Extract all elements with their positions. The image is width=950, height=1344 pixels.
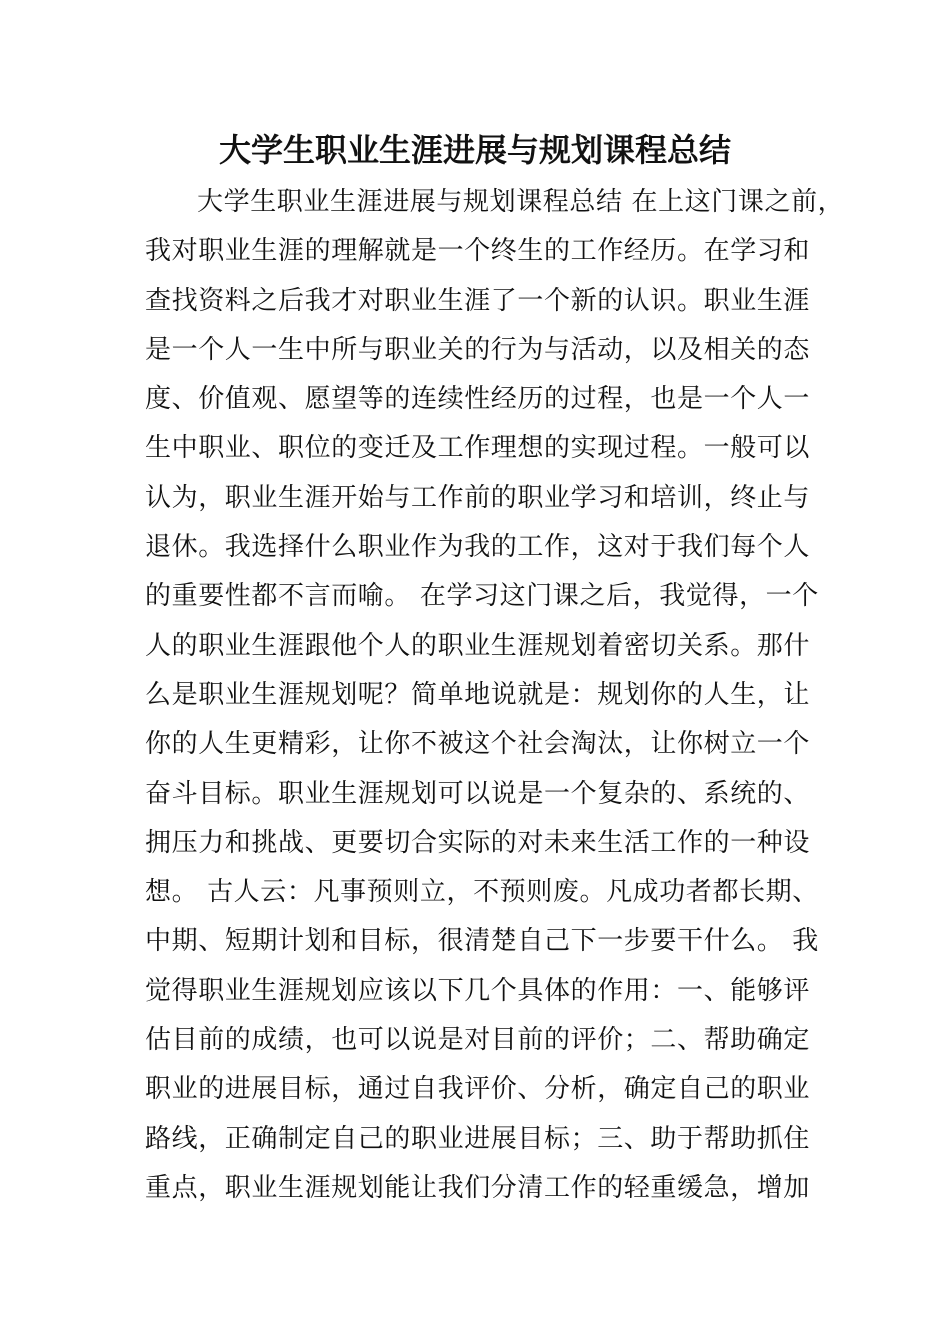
- body-line: 的重要性都不言而喻。 在学习这门课之后，我觉得，一个: [145, 581, 819, 612]
- body-line: 是一个人一生中所与职业关的行为与活动，以及相关的态: [145, 334, 811, 365]
- body-line: 觉得职业生涯规划应该以下几个具体的作用：一、能够评: [145, 975, 811, 1006]
- body-line: 生中职业、职位的变迁及工作理想的实现过程。一般可以: [145, 433, 811, 464]
- body-line: 重点，职业生涯规划能让我们分清工作的轻重缓急，增加: [145, 1172, 811, 1203]
- body-line: 我对职业生涯的理解就是一个终生的工作经历。在学习和: [145, 236, 811, 267]
- document-body: [145, 178, 845, 1213]
- body-line: 度、价值观、愿望等的连续性经历的过程，也是一个人一: [145, 384, 811, 415]
- body-line: 你的人生更精彩，让你不被这个社会淘汰，让你树立一个: [145, 729, 811, 760]
- body-line: 估目前的成绩，也可以说是对目前的评价；二、帮助确定: [145, 1025, 811, 1056]
- body-line: 人的职业生涯跟他个人的职业生涯规划着密切关系。那什: [145, 630, 811, 661]
- body-line: 退休。我选择什么职业作为我的工作，这对于我们每个人: [145, 532, 811, 563]
- body-line: 么是职业生涯规划呢？简单地说就是：规划你的人生，让: [145, 679, 811, 710]
- document-title: 大学生职业生涯进展与规划课程总结: [218, 131, 731, 169]
- body-line: 职业的进展目标，通过自我评价、分析，确定自己的职业: [145, 1074, 811, 1105]
- body-line: 认为，职业生涯开始与工作前的职业学习和培训，终止与: [145, 482, 811, 513]
- body-line: 中期、短期计划和目标，很清楚自己下一步要干什么。 我: [145, 926, 819, 957]
- body-line: 路线，正确制定自己的职业进展目标；三、助于帮助抓住: [145, 1123, 811, 1154]
- body-line: 拥压力和挑战、更要切合实际的对未来生活工作的一种设: [145, 827, 811, 858]
- body-line: 奋斗目标。职业生涯规划可以说是一个复杂的、系统的、: [145, 778, 811, 809]
- body-line: 大学生职业生涯进展与规划课程总结 在上这门课之前，: [197, 187, 845, 217]
- body-line: 想。 古人云：凡事预则立，不预则废。凡成功者都长期、: [145, 877, 819, 908]
- body-line: 查找资料之后我才对职业生涯了一个新的认识。职业生涯: [145, 285, 811, 316]
